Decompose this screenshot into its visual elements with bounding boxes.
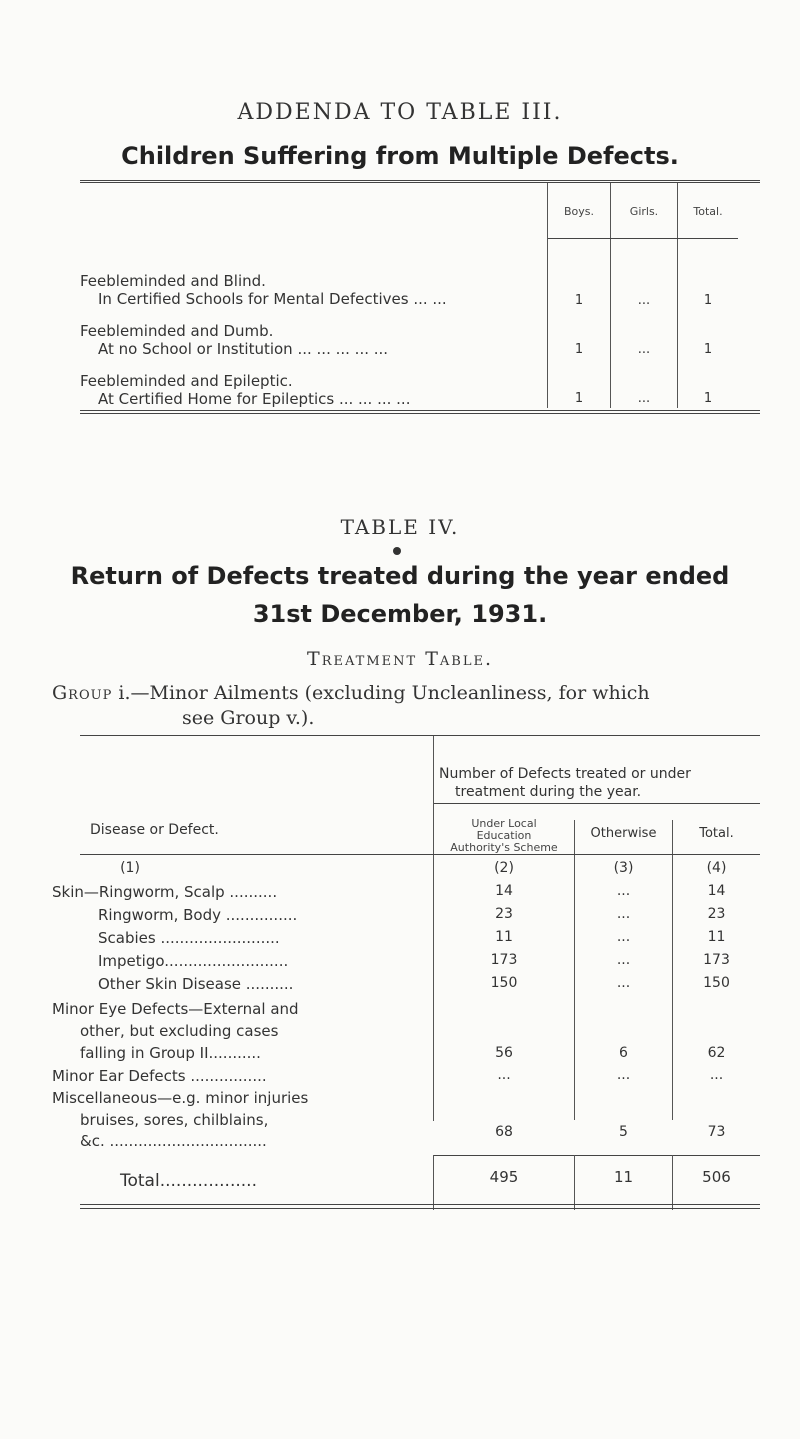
cell-ulea: 173	[490, 952, 518, 968]
header-boys: Boys.	[563, 205, 594, 218]
header-rule	[80, 854, 760, 855]
table-bottom-rule-2	[80, 413, 760, 414]
cell-total: 73	[707, 1124, 726, 1140]
cell-girls: ...	[637, 391, 651, 406]
addenda-title: ADDENDA TO TABLE III.	[237, 100, 563, 125]
cell-otherwise: ...	[616, 883, 631, 899]
row-label: Other Skin Disease ..........	[98, 975, 294, 993]
table-top-rule-2	[80, 182, 760, 183]
treatment-table-title: Treatment Table.	[307, 648, 493, 670]
row-label: Feebleminded and Dumb.	[80, 322, 274, 340]
cell-total: ...	[709, 1067, 724, 1083]
cell-otherwise: ...	[616, 952, 631, 968]
cell-otherwise: ...	[616, 929, 631, 945]
header-ulea	[436, 818, 572, 854]
header-ulea-line3: Authority's Scheme	[450, 841, 558, 854]
group-heading-continuation: see Group v.).	[182, 707, 315, 729]
total-rule	[434, 1155, 760, 1156]
row-label-cont: &c. .................................	[80, 1132, 267, 1150]
col-num-3: (3)	[613, 860, 634, 876]
cell-total: 23	[707, 906, 726, 922]
cell-ulea: 56	[495, 1045, 513, 1061]
cell-ulea: ...	[497, 1067, 511, 1083]
header-otherwise: Otherwise	[590, 826, 657, 841]
cell-girls: ...	[637, 342, 651, 357]
row-label-cont: falling in Group II...........	[80, 1044, 261, 1062]
row-label: Skin—Ringworm, Scalp ..........	[52, 883, 278, 901]
row-sublabel: In Certified Schools for Mental Defectives ... ...	[98, 290, 447, 308]
row-label: Miscellaneous—e.g. minor injuries	[52, 1089, 309, 1107]
header-total: Total.	[699, 826, 734, 841]
cell-otherwise: ...	[616, 1067, 631, 1083]
cell-ulea: 14	[495, 883, 513, 899]
bullet-icon	[393, 547, 401, 555]
group-header-line2: treatment during the year.	[455, 784, 642, 800]
cell-ulea: 150	[490, 975, 518, 991]
row-label-cont: bruises, sores, chilblains,	[80, 1111, 269, 1129]
cell-total: 11	[707, 929, 726, 945]
cell-total: 14	[707, 883, 726, 899]
cell-otherwise: 6	[619, 1045, 628, 1061]
cell-otherwise: ...	[616, 906, 631, 922]
header-rule	[548, 238, 738, 239]
table-top-rule	[80, 735, 760, 736]
cell-total: 1	[703, 391, 713, 406]
cell-boys: 1	[574, 342, 584, 357]
col-num-4: (4)	[706, 860, 727, 876]
row-label-cont: other, but excluding cases	[80, 1022, 279, 1040]
return-title: Return of Defects treated during the year ended	[70, 562, 730, 590]
cell-boys: 1	[574, 293, 584, 308]
table-bottom-rule	[80, 410, 760, 411]
cell-otherwise: ...	[616, 975, 631, 991]
total-total: 506	[702, 1168, 731, 1186]
header-girls: Girls.	[629, 205, 659, 218]
return-date: 31st December, 1931.	[252, 600, 548, 628]
total-ulea: 495	[489, 1168, 519, 1186]
header-ulea-line2: Education	[476, 829, 532, 842]
group-text: i.—Minor Ailments (excluding Uncleanliness, for which	[118, 682, 650, 704]
total-otherwise: 11	[613, 1168, 634, 1186]
table-bottom-rule	[80, 1204, 760, 1205]
row-label: Impetigo..........................	[98, 952, 289, 970]
group-header-rule	[434, 803, 760, 804]
table-top-rule	[80, 180, 760, 181]
row-sublabel: At Certified Home for Epileptics ... ... ... ...	[98, 390, 411, 408]
cell-total: 150	[703, 975, 730, 991]
row-label: Minor Eye Defects—External and	[52, 1000, 299, 1018]
table-bottom-rule-2	[80, 1208, 760, 1209]
col-num-1: (1)	[120, 860, 140, 876]
row-label: Minor Ear Defects ................	[52, 1067, 267, 1085]
cell-total: 1	[703, 342, 713, 357]
total-label: Total..................	[120, 1171, 257, 1191]
cell-otherwise: 5	[619, 1124, 628, 1140]
row-label: Scabies .........................	[98, 929, 280, 947]
cell-total: 173	[703, 952, 730, 968]
cell-total: 62	[707, 1045, 726, 1061]
row-label: Feebleminded and Epileptic.	[80, 372, 293, 390]
header-disease: Disease or Defect.	[90, 822, 219, 838]
cell-boys: 1	[574, 391, 584, 406]
row-sublabel: At no School or Institution ... ... ... ... ...	[98, 340, 389, 358]
header-total: Total.	[693, 205, 723, 218]
group-heading	[52, 682, 650, 704]
cell-girls: ...	[637, 293, 651, 308]
row-label: Ringworm, Body ...............	[98, 906, 298, 924]
cell-ulea: 23	[495, 906, 513, 922]
col-num-2: (2)	[494, 860, 514, 876]
multiple-defects-title: Children Suffering from Multiple Defects.	[121, 142, 679, 170]
cell-total: 1	[703, 293, 713, 308]
table4-title: TABLE IV.	[340, 515, 460, 539]
row-label: Feebleminded and Blind.	[80, 272, 266, 290]
group-header-line1: Number of Defects treated or under	[439, 766, 691, 782]
group-prefix: Group	[52, 682, 113, 704]
cell-ulea: 68	[495, 1124, 513, 1140]
header-ulea-line1: Under Local	[471, 817, 537, 830]
cell-ulea: 11	[495, 929, 513, 945]
